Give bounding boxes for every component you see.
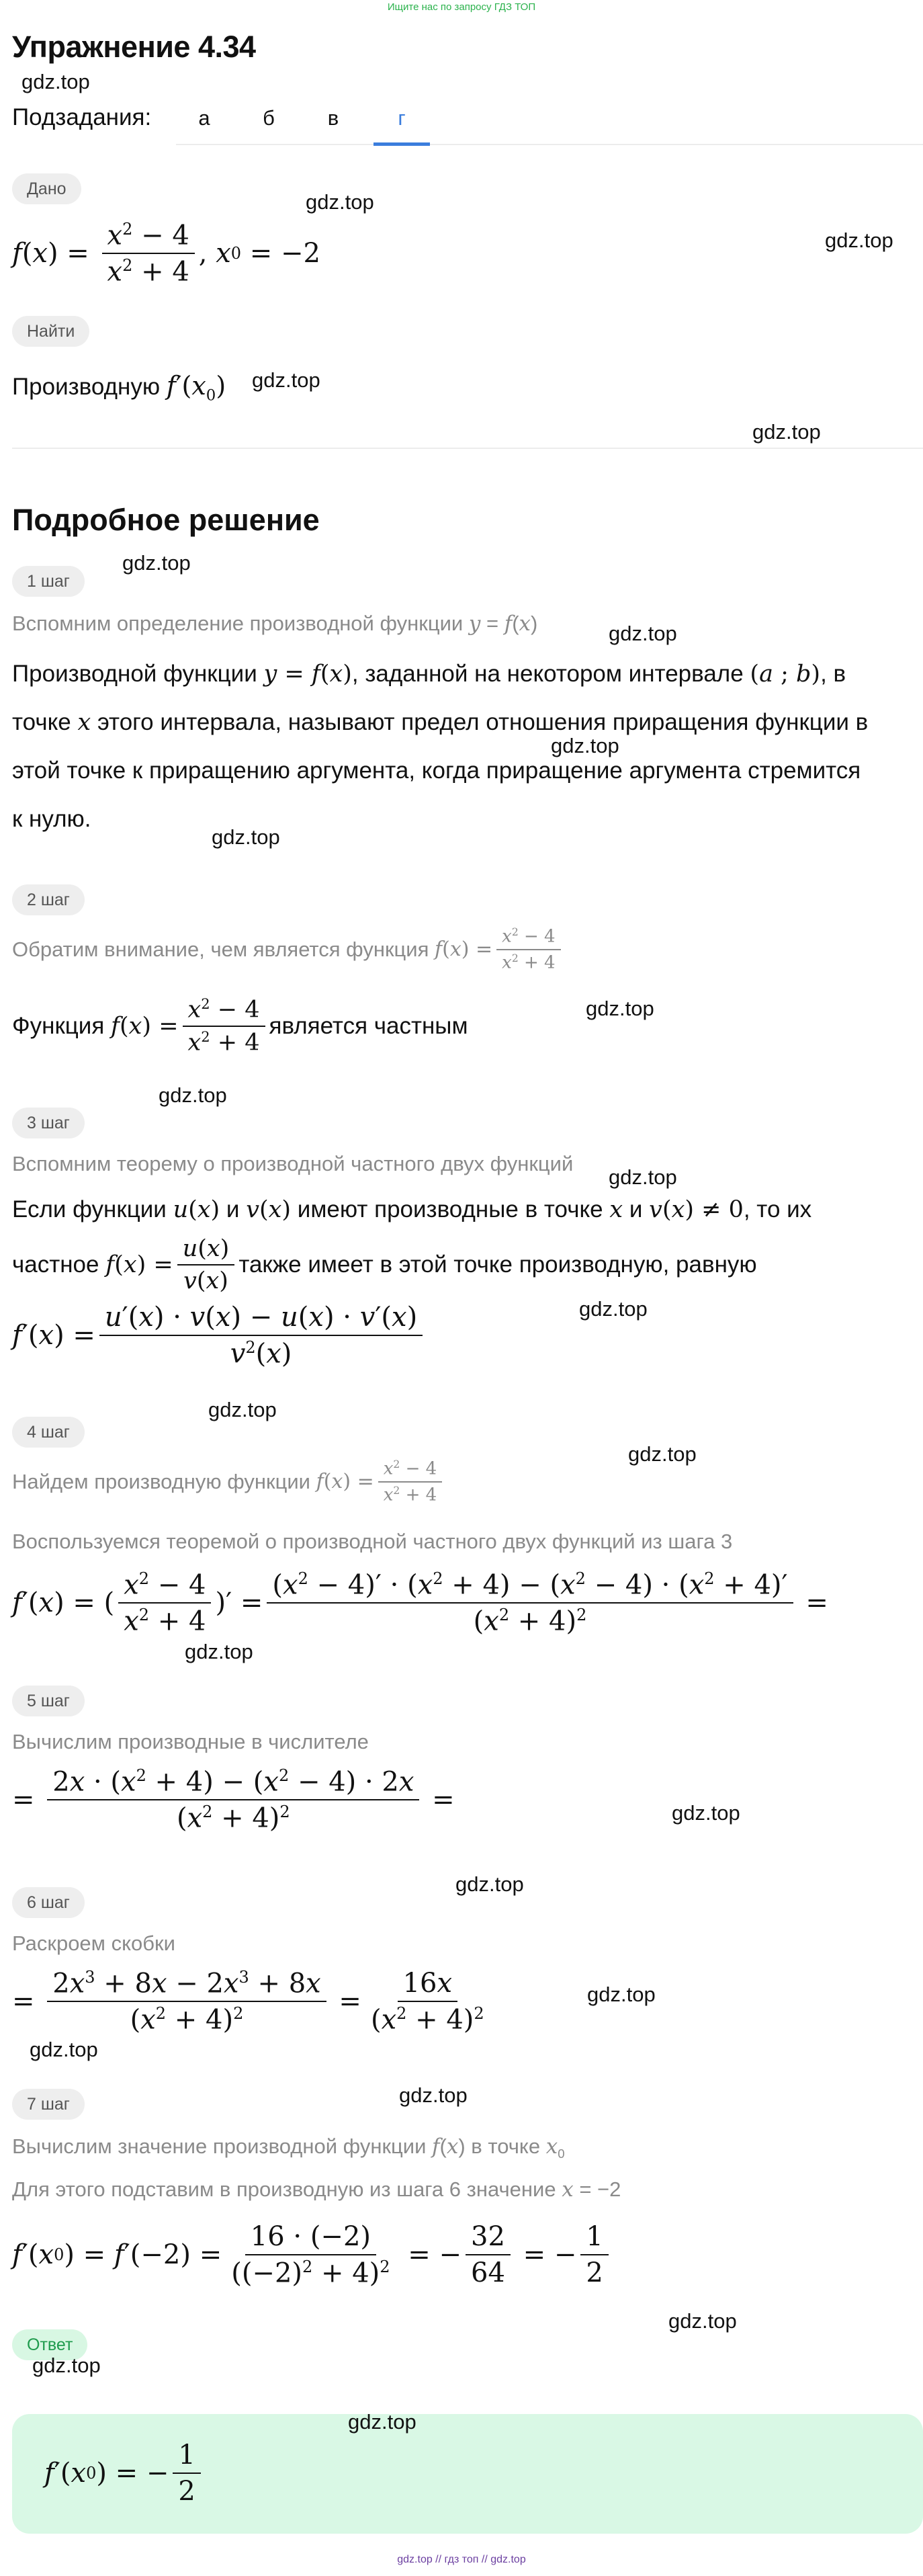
step-chip: 2 шаг bbox=[12, 884, 85, 915]
step-chip: 1 шаг bbox=[12, 566, 85, 597]
watermark: gdz.top bbox=[609, 1165, 677, 1189]
tab-v[interactable]: в bbox=[327, 106, 339, 130]
tab-a[interactable]: а bbox=[198, 106, 210, 130]
watermark: gdz.top bbox=[399, 2083, 468, 2107]
page-title: Упражнение 4.34 bbox=[12, 30, 256, 64]
step-caption: Вычислим производные в числителе bbox=[12, 1730, 369, 1753]
step-caption: Вычислим значение производной функции f(x) в точке $x_0$ bbox=[12, 2134, 565, 2161]
watermark: gdz.top bbox=[579, 1297, 648, 1321]
divider bbox=[12, 448, 923, 449]
step-caption: Обратим внимание, чем является функция f(x) = $\frac{x^2 - 4}{x^2 + 4}$ bbox=[12, 926, 565, 972]
step-caption: Воспользуемся теоремой о производной частного двух функций из шага 3 bbox=[12, 1530, 733, 1553]
subtask-tabs bbox=[176, 99, 923, 145]
step-chip: 7 шаг bbox=[12, 2089, 85, 2120]
derivative-formula: f ′( x ) = ( $\frac{x^2 - 4}{x^2 + 4}$ )′ = $\frac{(x^2 - 4)' \cdot (x^2 + 4) - (x^2 - 4) \cdot (x^2 + 4)'}{(x^2 + 4)^2}$ = bbox=[12, 1569, 828, 1637]
find-chip: Найти bbox=[12, 316, 89, 347]
given-chip: Дано bbox=[12, 173, 81, 204]
step-chip: 4 шаг bbox=[12, 1417, 85, 1448]
watermark: gdz.top bbox=[21, 70, 90, 93]
step-text-line: Производной функции y = f(x), заданной на некотором интервале (a ; b), в bbox=[12, 661, 846, 688]
step-text-line: Если функции u(x) и v(x) имеют производные в точке x и v(x) ≠ 0, то их bbox=[12, 1196, 812, 1223]
step-caption: Вспомним теорему о производной частного двух функций bbox=[12, 1152, 574, 1175]
watermark: gdz.top bbox=[30, 2038, 98, 2061]
watermark: gdz.top bbox=[587, 1983, 656, 2006]
subtasks-label: Подзадания: bbox=[12, 104, 152, 130]
answer-formula: f ′( x 0 ) = − $\frac{1}{2}$ bbox=[44, 2433, 205, 2513]
watermark: gdz.top bbox=[672, 1801, 740, 1825]
step-text-line: Функция f(x) = $\frac{x^2 - 4}{x^2 + 4}$ является частным bbox=[12, 996, 468, 1056]
step-chip: 6 шаг bbox=[12, 1887, 85, 1918]
expanded-formula: = $\frac{2x^3 + 8x - 2x^3 + 8x}{(x^2 + 4)^2}$ = $\frac{16x}{(x^2 + 4)^2}$ bbox=[12, 1967, 484, 2036]
step-caption: Вспомним определение производной функции y = f(x) bbox=[12, 612, 538, 636]
tab-b[interactable]: б bbox=[263, 106, 275, 130]
tab-g[interactable]: г bbox=[373, 99, 430, 146]
watermark: gdz.top bbox=[212, 825, 280, 849]
watermark: gdz.top bbox=[752, 420, 821, 444]
step-text-line: частное f(x) = $\frac{u(x)}{v(x)}$ также имеет в этой точке производную, равную bbox=[12, 1235, 757, 1294]
footer: gdz.top // гдз топ // gdz.top bbox=[397, 2554, 526, 2565]
step-caption: Найдем производную функции f(x) = $\frac{x^2 - 4}{x^2 + 4}$ bbox=[12, 1458, 446, 1505]
watermark: gdz.top bbox=[586, 997, 654, 1020]
watermark: gdz.top bbox=[159, 1083, 227, 1107]
solution-heading: Подробное решение bbox=[12, 503, 320, 537]
watermark: gdz.top bbox=[208, 1398, 277, 1421]
step-text-line: к нулю. bbox=[12, 806, 91, 832]
step-chip: 5 шаг bbox=[12, 1686, 85, 1716]
watermark: gdz.top bbox=[455, 1872, 524, 1896]
step-text-line: этой точке к приращению аргумента, когда приращение аргумента стремится bbox=[12, 757, 861, 784]
watermark: gdz.top bbox=[628, 1442, 697, 1466]
top-banner: Ищите нас по запросу ГДЗ ТОП bbox=[387, 1, 536, 13]
watermark: gdz.top bbox=[122, 551, 191, 575]
watermark: gdz.top bbox=[32, 2354, 101, 2377]
watermark: gdz.top bbox=[348, 2410, 416, 2434]
step-text-line: точке x этого интервала, называют предел отношения приращения функции в bbox=[12, 709, 869, 736]
value-formula: f ′( x 0 ) = f ′(−2) = $\frac{16 \cdot (-2)}{((-2)^2 + 4)^2}$ = − $\frac{32}{64}$ = − $\frac{1}{2}$ bbox=[12, 2211, 613, 2298]
find-text: Производную $f'(x_0)$ bbox=[12, 371, 226, 405]
step-caption: Раскроем скобки bbox=[12, 1931, 175, 1955]
watermark: gdz.top bbox=[306, 190, 374, 214]
quotient-rule-formula: f ′( x ) = $\frac{u'(x) \cdot v(x) - u(x) \cdot v'(x)}{v^2(x)}$ bbox=[12, 1298, 427, 1372]
step-caption: Для этого подставим в производную из шага 6 значение x = −2 bbox=[12, 2177, 621, 2202]
answer-chip: Ответ bbox=[12, 2329, 87, 2360]
watermark: gdz.top bbox=[252, 368, 320, 392]
watermark: gdz.top bbox=[551, 734, 619, 757]
given-formula: f ( x ) = $\frac{x^2 - 4}{x^2 + 4}$ , x 0 = −2 bbox=[12, 219, 320, 288]
watermark: gdz.top bbox=[185, 1640, 253, 1663]
step-chip: 3 шаг bbox=[12, 1108, 85, 1138]
watermark: gdz.top bbox=[668, 2309, 737, 2333]
numerator-derivative-formula: = $\frac{2x \cdot (x^2 + 4) - (x^2 - 4) \cdot 2x}{(x^2 + 4)^2}$ = bbox=[12, 1765, 455, 1834]
watermark: gdz.top bbox=[825, 228, 893, 252]
watermark: gdz.top bbox=[609, 622, 677, 645]
